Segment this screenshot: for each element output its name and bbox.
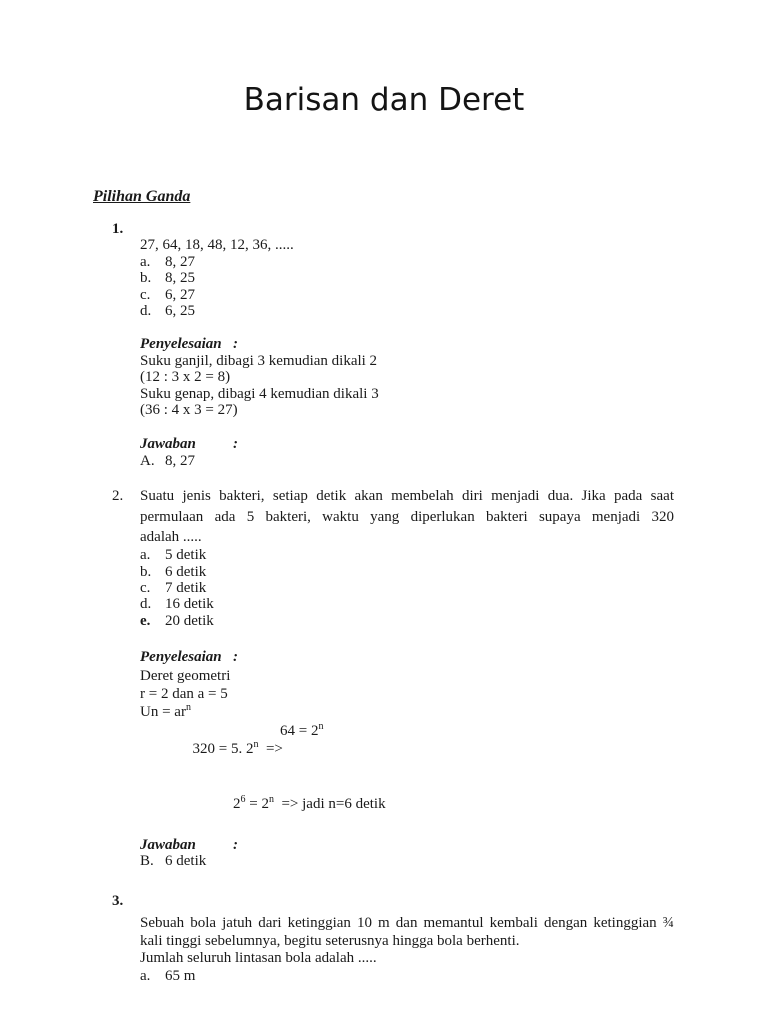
math-superscript: n bbox=[318, 720, 324, 732]
option-row bbox=[140, 580, 674, 596]
question-number: 3. bbox=[112, 892, 124, 909]
option-row bbox=[140, 287, 674, 303]
option-letter: b. bbox=[140, 270, 152, 287]
solution-math-line bbox=[140, 703, 674, 721]
question-prompt: 27, 64, 18, 48, 12, 36, ..... bbox=[140, 237, 294, 254]
math-text: 2 bbox=[233, 796, 241, 813]
answer-letter: B. bbox=[140, 853, 154, 870]
solution-label: Penyelesaian bbox=[140, 649, 222, 666]
answer-text: 8, 27 bbox=[165, 452, 195, 469]
options-list bbox=[140, 254, 674, 320]
question-prompt-line: permulaan ada 5 bakteri, waktu yang diperlukan bakteri supaya menjadi 320 bbox=[140, 508, 674, 525]
colon: : bbox=[233, 836, 238, 853]
math-superscript: n bbox=[185, 702, 191, 714]
question-number: 2. bbox=[112, 488, 124, 505]
option-row bbox=[140, 596, 674, 612]
question-3 bbox=[112, 893, 674, 985]
solution-heading bbox=[140, 336, 674, 352]
question-number: 1. bbox=[112, 221, 124, 237]
solution-math-line bbox=[140, 795, 674, 813]
option-text: 65 m bbox=[165, 967, 196, 984]
solution-block bbox=[140, 648, 674, 814]
option-text: 6, 27 bbox=[165, 286, 195, 303]
option-letter: c. bbox=[140, 579, 151, 596]
question-prompt-line: Jumlah seluruh lintasan bola adalah ..... bbox=[140, 950, 377, 967]
option-row bbox=[140, 564, 674, 580]
answer-label: Jawaban bbox=[140, 836, 196, 853]
colon: : bbox=[233, 436, 238, 453]
answer-heading bbox=[140, 837, 674, 853]
option-text: 5 detik bbox=[165, 547, 207, 564]
option-row bbox=[140, 270, 674, 286]
option-letter: a. bbox=[140, 547, 151, 564]
options-list bbox=[140, 547, 674, 629]
question-prompt-line: kali tinggi sebelumnya, begitu seterusnya hingga bola berhenti. bbox=[140, 932, 520, 949]
option-text: 6, 25 bbox=[165, 303, 195, 320]
option-text: 6 detik bbox=[165, 563, 207, 580]
option-row bbox=[140, 547, 674, 563]
math-superscript: 6 bbox=[240, 794, 246, 806]
answer-heading bbox=[140, 436, 674, 452]
solution-math-line bbox=[140, 722, 674, 796]
option-letter: d. bbox=[140, 303, 152, 320]
math-text: 320 = 5. 2 bbox=[192, 741, 254, 758]
option-letter: a. bbox=[140, 253, 151, 270]
section-heading: Pilihan Ganda bbox=[93, 188, 191, 205]
option-letter: e. bbox=[140, 612, 151, 629]
question-1 bbox=[112, 221, 674, 469]
answer-letter: A. bbox=[140, 452, 155, 469]
option-row bbox=[140, 254, 674, 270]
option-letter: c. bbox=[140, 286, 151, 303]
math-superscript: n bbox=[253, 739, 259, 751]
question-2 bbox=[112, 486, 674, 869]
option-text: 8, 27 bbox=[165, 253, 195, 270]
question-prompt-line: adalah ..... bbox=[140, 528, 202, 545]
answer-text: 6 detik bbox=[165, 853, 207, 870]
question-prompt-line: Sebuah bola jatuh dari ketinggian 10 m dan memantul kembali dengan ketinggian ¾ bbox=[140, 915, 674, 932]
document-title: Barisan dan Deret bbox=[243, 82, 525, 118]
solution-line: (12 : 3 x 2 = 8) bbox=[140, 369, 231, 386]
math-text: = 2 bbox=[245, 796, 269, 813]
solution-line: r = 2 dan a = 5 bbox=[140, 686, 228, 703]
solution-line: (36 : 4 x 3 = 27) bbox=[140, 402, 238, 419]
math-right bbox=[280, 722, 323, 740]
option-text: 20 detik bbox=[165, 612, 214, 629]
answer-label: Jawaban bbox=[140, 436, 196, 453]
option-letter: d. bbox=[140, 596, 152, 613]
solution-line: Suku ganjil, dibagi 3 kemudian dikali 2 bbox=[140, 352, 378, 369]
option-row bbox=[140, 613, 674, 629]
option-letter: a. bbox=[140, 967, 151, 984]
math-left bbox=[193, 741, 283, 757]
math-text: Un = ar bbox=[140, 704, 186, 721]
colon: : bbox=[233, 336, 238, 353]
math-text: => bbox=[258, 741, 283, 758]
solution-label: Penyelesaian bbox=[140, 336, 222, 353]
option-row bbox=[140, 303, 674, 319]
option-text: 16 detik bbox=[165, 596, 214, 613]
option-letter: b. bbox=[140, 563, 152, 580]
solution-line: Suku genap, dibagi 4 kemudian dikali 3 bbox=[140, 385, 379, 402]
math-superscript: n bbox=[268, 794, 274, 806]
solution-heading bbox=[140, 648, 674, 666]
question-prompt-line: Suatu jenis bakteri, setiap detik akan membelah diri menjadi dua. Jika pada saat bbox=[140, 488, 674, 505]
option-row bbox=[140, 968, 674, 986]
answer-block bbox=[140, 837, 674, 870]
math-text: => jadi n=6 detik bbox=[273, 796, 386, 813]
option-text: 7 detik bbox=[165, 579, 207, 596]
solution-block bbox=[140, 336, 674, 418]
option-text: 8, 25 bbox=[165, 270, 195, 287]
answer-block bbox=[140, 436, 674, 469]
solution-line: Deret geometri bbox=[140, 667, 231, 684]
colon: : bbox=[233, 649, 238, 666]
answer-line bbox=[140, 853, 674, 869]
document-body bbox=[112, 221, 674, 985]
math-text: 64 = 2 bbox=[280, 722, 319, 739]
answer-line bbox=[140, 453, 674, 469]
